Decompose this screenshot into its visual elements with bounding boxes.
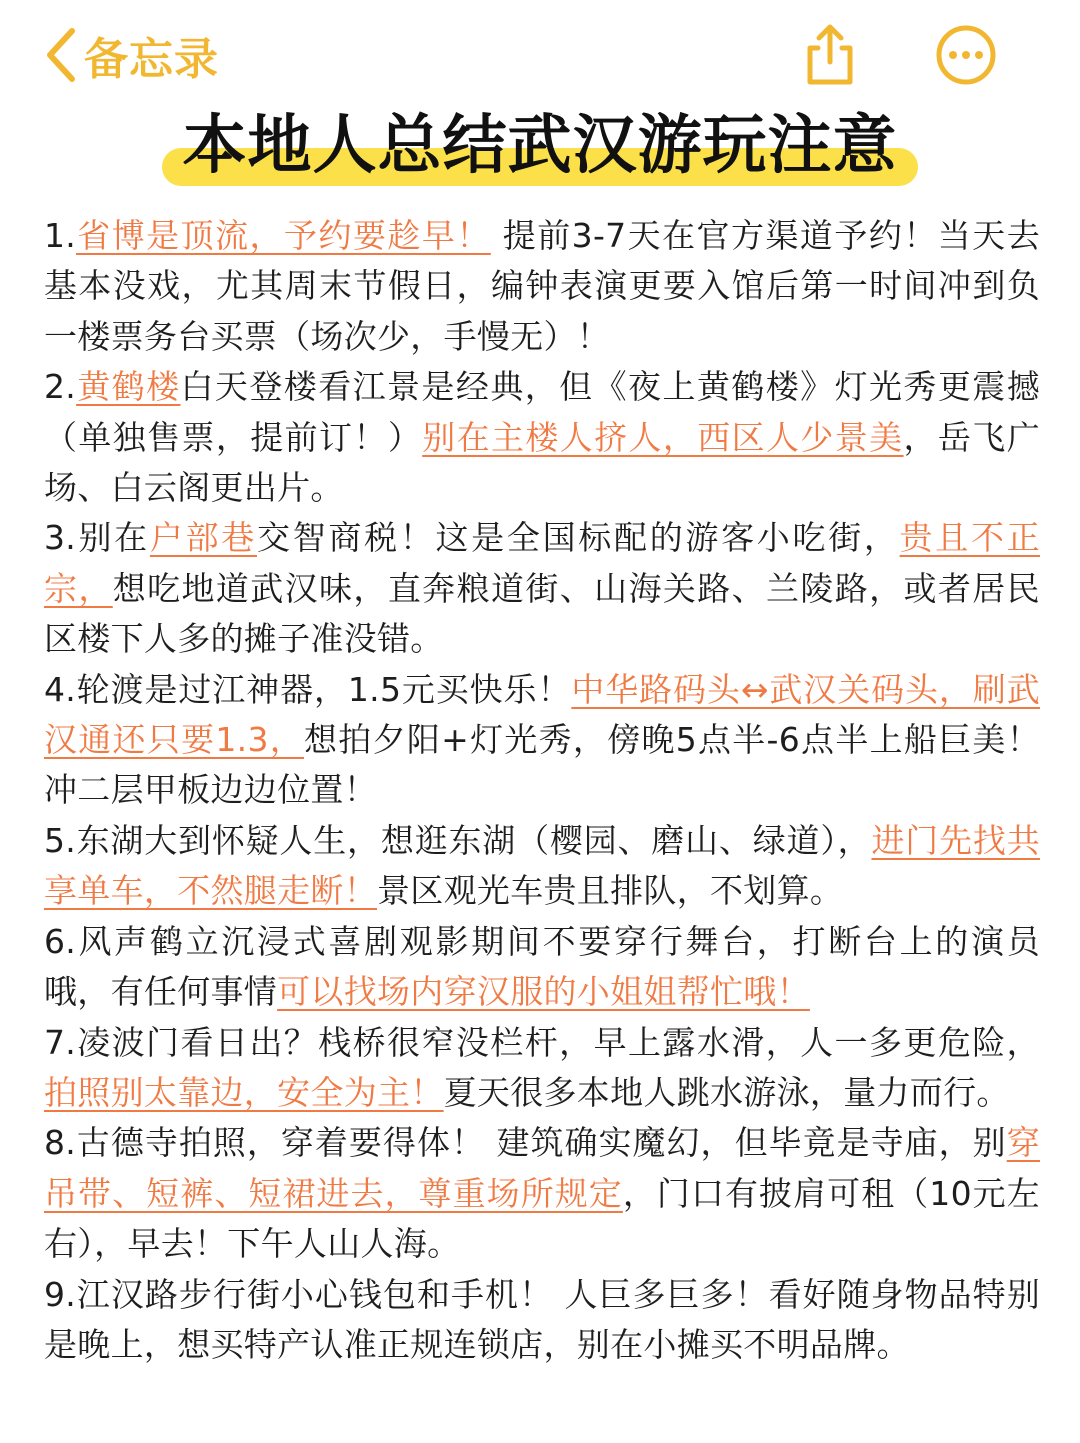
tip-2 xyxy=(44,362,1040,513)
more-button[interactable] xyxy=(934,22,998,88)
tip-highlight: 省博是顶流，予约要趁早！ xyxy=(76,216,491,255)
tip-text: ，岳飞广场、白云阁更出片。 xyxy=(44,417,1040,508)
tip-highlight: 可以找场内穿汉服的小姐姐帮忙哦！ xyxy=(277,972,810,1012)
tip-text: 提前3-7天在官方渠道予约！当天去基本没戏，尤其周末节假日，编钟表演更要入馆后第一时间冲到负一楼票务台买票（场次少，手慢无）！ xyxy=(44,216,1040,356)
tip-text: 想拍夕阳+灯光秀，傍晚5点半-6点半上船巨美！冲二层甲板边边位置！ xyxy=(44,720,1040,810)
tip-4 xyxy=(44,665,1040,816)
tip-5 xyxy=(44,816,1040,917)
tip-text: 8.古德寺拍照，穿着要得体！ 建筑确实魔幻，但毕竟是寺庙，别 xyxy=(44,1123,1007,1163)
tip-text: 1. xyxy=(44,216,77,255)
tip-text: 2. xyxy=(44,367,77,407)
tip-text: 夏天很多本地人跳水游泳，量力而行。 xyxy=(443,1072,1010,1112)
tip-highlight: 别在主楼人挤人，西区人少景美 xyxy=(422,417,904,457)
tip-6 xyxy=(44,917,1040,1018)
tip-text: 6.风声鹤立沉浸式喜剧观影期间不要穿行舞台，打断台上的演员哦，有任何事情 xyxy=(44,921,1040,1012)
tip-text: ，门口有披肩可租（10元左右），早去！下午人山人海。 xyxy=(44,1173,1040,1264)
tip-3 xyxy=(44,513,1040,664)
back-button[interactable] xyxy=(44,20,219,90)
nav-bar xyxy=(0,0,1080,110)
tip-highlight: 中华路码头↔武汉关码头，刷武汉通还只要1.3， xyxy=(44,669,1040,760)
share-icon xyxy=(798,22,862,88)
back-label: 备忘录 xyxy=(84,34,219,85)
chevron-left-icon xyxy=(44,25,78,85)
tip-highlight: 贵且不正宗， xyxy=(44,518,1041,608)
tip-text: 想吃地道武汉味，直奔粮道街、山海关路、兰陵路，或者居民区楼下人多的摊子准没错。 xyxy=(44,568,1040,659)
more-icon xyxy=(934,22,998,88)
tip-text: 9.江汉路步行街小心钱包和手机！ 人巨多巨多！看好随身物品特别是晚上，想买特产认准正规连锁店，别在小摊买不明品牌。 xyxy=(44,1274,1040,1364)
title-area xyxy=(0,104,1080,200)
tip-highlight: 户部巷 xyxy=(149,518,257,558)
tip-8 xyxy=(44,1118,1040,1269)
tip-text: 交智商税！这是全国标配的游客小吃街， xyxy=(257,518,900,558)
tip-highlight: 进门先找共享单车，不然腿走断！ xyxy=(44,820,1040,911)
tip-text: 白天登楼看江景是经典，但《夜上黄鹤楼》灯光秀更震撼（单独售票，提前订！） xyxy=(44,367,1040,457)
page-title: 本地人总结武汉游玩注意 xyxy=(182,109,898,183)
tip-text: 3.别在 xyxy=(44,518,150,558)
tip-highlight: 黄鹤楼 xyxy=(76,367,181,407)
tip-9 xyxy=(44,1270,1040,1371)
tip-text: 7.凌波门看日出？栈桥很窄没栏杆，早上露水滑，人一多更危险， xyxy=(44,1022,1040,1062)
tip-7 xyxy=(44,1018,1040,1119)
tip-highlight: 穿吊带、短裤、短裙进去，尊重场所规定 xyxy=(44,1123,1040,1213)
tip-highlight: 拍照别太靠边，安全为主！ xyxy=(44,1072,444,1112)
tip-text: 景区观光车贵且排队，不划算。 xyxy=(377,871,844,911)
tip-text: 4.轮渡是过江神器，1.5元买快乐！ xyxy=(44,669,572,709)
note-body[interactable] xyxy=(44,211,1040,1370)
tip-text: 5.东湖大到怀疑人生，想逛东湖（樱园、磨山、绿道）， xyxy=(44,820,872,860)
share-button[interactable] xyxy=(798,22,862,88)
tip-1 xyxy=(44,211,1040,362)
